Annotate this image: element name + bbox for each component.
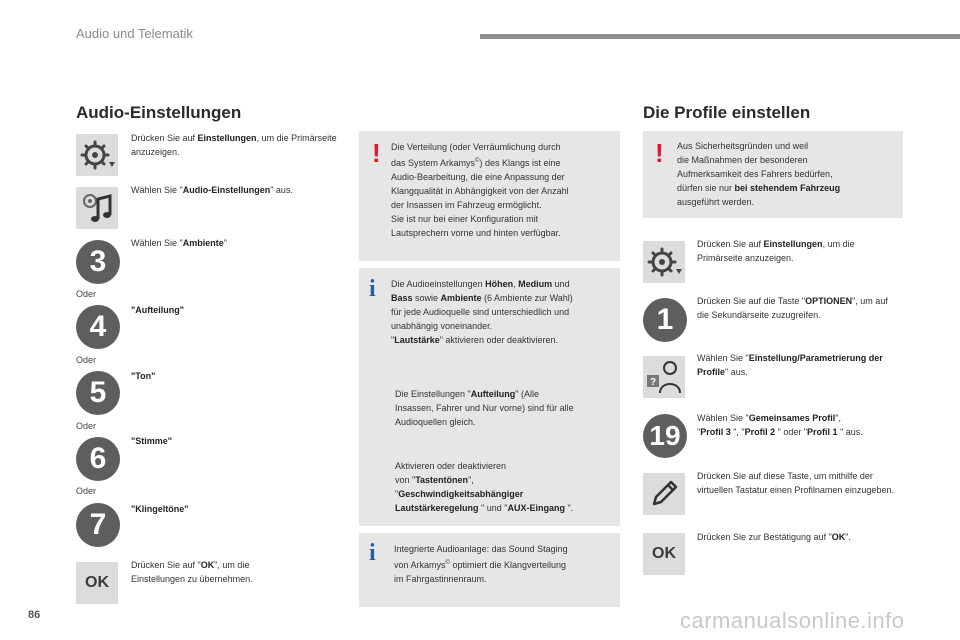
i1-a2: , bbox=[513, 279, 519, 289]
left-step3-post: " bbox=[223, 238, 227, 248]
ok-button-left[interactable] bbox=[76, 562, 118, 604]
right-step2-bold: OPTIONEN bbox=[805, 296, 853, 306]
left-step7-text bbox=[131, 502, 189, 516]
left-step1-text bbox=[131, 131, 341, 159]
right-step3-text bbox=[697, 351, 907, 379]
right-step1-text bbox=[697, 237, 897, 265]
left-step3-text bbox=[131, 236, 227, 250]
info-icon-2: i bbox=[369, 540, 376, 566]
right-step4-line2 bbox=[697, 425, 907, 439]
step-number-7: 7 bbox=[76, 503, 120, 547]
middle-warning-l2a: das System Arkamys bbox=[391, 158, 476, 168]
oder-label-1: Oder bbox=[76, 289, 97, 299]
i1-a7: " aktivieren oder deaktivieren. bbox=[439, 335, 558, 345]
middle-info1c-line3 bbox=[395, 487, 617, 501]
step-number-3: 3 bbox=[76, 240, 120, 284]
i1c-b1: Tastentönen bbox=[415, 475, 469, 485]
middle-info1-line1 bbox=[391, 277, 617, 291]
left-step5-bold: "Ton" bbox=[131, 371, 156, 381]
i2-l2a: von Arkamys bbox=[394, 560, 446, 570]
right-step2-post: ", um auf die Sekundärseite zuzugreifen. bbox=[697, 296, 888, 320]
right-step2-text bbox=[697, 294, 902, 322]
left-step1-pre: Drücken Sie auf bbox=[131, 133, 198, 143]
i1-a6: " bbox=[391, 335, 395, 345]
settings-button-right[interactable] bbox=[643, 241, 685, 283]
header-bar bbox=[480, 34, 960, 39]
right-warning-line5: ausgeführt werden. bbox=[677, 197, 755, 207]
middle-info1c-line1: Aktivieren oder deaktivieren bbox=[395, 461, 507, 471]
step-number-4: 4 bbox=[76, 305, 120, 349]
right-warning-line2: die Maßnahmen der besonderen bbox=[677, 155, 808, 165]
step-number-5: 5 bbox=[76, 371, 120, 415]
middle-info1c-line4 bbox=[395, 501, 617, 515]
right-step3-pre: Wählen Sie " bbox=[697, 353, 749, 363]
i2-l2b: optimiert die Klangverteilung bbox=[449, 560, 567, 570]
middle-info2-line1: Integrierte Audioanlage: das Sound Staging bbox=[394, 544, 568, 554]
oder-label-4: Oder bbox=[76, 486, 97, 496]
rw-b1: bei stehendem Fahrzeug bbox=[734, 183, 841, 193]
left-step2-bold: Audio-Einstellungen bbox=[182, 185, 271, 195]
left-step6-bold: "Stimme" bbox=[131, 436, 173, 446]
settings-gear-icon-right bbox=[645, 243, 683, 281]
r4-a1: Wählen Sie " bbox=[697, 413, 749, 423]
left-step2-pre: Wählen Sie " bbox=[131, 185, 183, 195]
settings-button[interactable] bbox=[76, 134, 118, 176]
middle-warning-line4: Klangqualität in Abhängigkeit von der Anzahl bbox=[391, 186, 569, 196]
chapter-title: Audio und Telematik bbox=[76, 26, 193, 41]
left-step-ok-text bbox=[131, 558, 291, 586]
ok-button-right-label: OK bbox=[652, 545, 676, 562]
left-step5-text bbox=[131, 369, 155, 383]
i1b-b1: Aufteilung bbox=[470, 389, 516, 399]
right-step2-pre: Drücken Sie auf die Taste " bbox=[697, 296, 806, 306]
left-step7-bold: "Klingeltöne" bbox=[131, 504, 189, 514]
right-warning-line1: Aus Sicherheitsgründen und weil bbox=[677, 141, 809, 151]
r4-b3: Profil 2 bbox=[744, 427, 776, 437]
i1-b3: Bass bbox=[391, 293, 413, 303]
right-step3-bold: Einstellung/Parametrierung der Profile bbox=[697, 353, 883, 377]
right-step6-bold: OK bbox=[831, 532, 846, 542]
middle-info1-line4: unabhängig voneinander. bbox=[391, 321, 493, 331]
right-step6-pre: Drücken Sie zur Bestätigung auf " bbox=[697, 532, 832, 542]
left-step4-text bbox=[131, 303, 184, 317]
right-warning-line4 bbox=[677, 181, 899, 195]
i1-a3: und bbox=[552, 279, 570, 289]
middle-warning-line1: Die Verteilung (oder Verräumlichung durch bbox=[391, 142, 561, 152]
middle-info1b-text bbox=[395, 387, 617, 429]
left-step3-pre: Wählen Sie " bbox=[131, 238, 183, 248]
middle-info1c-line2 bbox=[395, 473, 617, 487]
right-warning-text bbox=[677, 139, 899, 209]
middle-info1-line2 bbox=[391, 291, 617, 305]
right-step4-line1 bbox=[697, 411, 907, 425]
middle-info1-line3: für jede Audioquelle sind unterschiedlich und bbox=[391, 307, 570, 317]
i1-b1: Höhen bbox=[485, 279, 514, 289]
i1c-b3: Lautstärkeregelung bbox=[395, 503, 479, 513]
page-number: 86 bbox=[28, 609, 41, 621]
middle-warning-text bbox=[391, 140, 617, 240]
i1b-a2: " (Alle bbox=[515, 389, 539, 399]
right-step3-post: " aus. bbox=[725, 367, 748, 377]
music-note-settings-icon bbox=[78, 189, 116, 227]
middle-info2-line3: im Fahrgastinnenraum. bbox=[394, 574, 487, 584]
middle-info1b-line1 bbox=[395, 387, 617, 401]
audio-settings-button[interactable] bbox=[76, 187, 118, 229]
right-warning-line3: Aufmerksamkeit des Fahrers bedürfen, bbox=[677, 169, 833, 179]
middle-warning-line5: der Insassen im Fahrzeug ermöglicht. bbox=[391, 200, 542, 210]
i1c-a2: ", bbox=[468, 475, 474, 485]
middle-info2-line2 bbox=[394, 556, 618, 572]
right-step6-text bbox=[697, 530, 907, 544]
right-step5-text: Drücken Sie auf diese Taste, um mithilfe der virtuellen Tastatur einen Profilnamen einzugeben. bbox=[697, 471, 894, 495]
middle-info1-text bbox=[391, 277, 617, 347]
step-number-1: 1 bbox=[643, 298, 687, 342]
middle-info2-text bbox=[394, 542, 618, 586]
i1c-a4: " und " bbox=[478, 503, 508, 513]
i1c-b4: AUX-Eingang bbox=[507, 503, 565, 513]
edit-name-button[interactable] bbox=[643, 473, 685, 515]
pencil-icon bbox=[646, 476, 682, 512]
svg-text:?: ? bbox=[649, 377, 657, 388]
r4-a3: " bbox=[697, 427, 701, 437]
left-step2-post: " aus. bbox=[270, 185, 293, 195]
middle-warning-line6: Sie ist nur bei einer Konfiguration mit bbox=[391, 214, 539, 224]
i2-copyright: © bbox=[445, 560, 450, 566]
middle-info1c-text bbox=[395, 459, 617, 515]
warning-exclamation-icon-right: ! bbox=[655, 138, 664, 168]
middle-info1b-line3: Audioquellen gleich. bbox=[395, 417, 476, 427]
middle-info1b-line2: Insassen, Fahrer und Nur vorne) sind für alle bbox=[395, 403, 574, 413]
i1c-a3: " bbox=[395, 489, 399, 499]
r4-a2: ", bbox=[835, 413, 841, 423]
i1-a4: sowie bbox=[412, 293, 441, 303]
i1-b5: Lautstärke bbox=[394, 335, 440, 345]
oder-label-2: Oder bbox=[76, 355, 97, 365]
ok-button-right[interactable] bbox=[643, 533, 685, 575]
middle-warning-line3: Audio-Bearbeitung, die eine Anpassung der bbox=[391, 172, 565, 182]
left-step1-post: , um die Primärseite anzuzeigen. bbox=[131, 133, 337, 157]
oder-label-3: Oder bbox=[76, 421, 97, 431]
settings-gear-icon bbox=[78, 136, 116, 174]
middle-warning-line2 bbox=[391, 154, 617, 170]
middle-info1-line5 bbox=[391, 333, 617, 347]
left-step4-bold: "Aufteilung" bbox=[131, 305, 185, 315]
middle-warning-line7: Lautsprechern vorne und hinten verfügbar. bbox=[391, 228, 561, 238]
warning-exclamation-icon: ! bbox=[372, 138, 381, 168]
right-step1-bold: Einstellungen bbox=[763, 239, 823, 249]
i1-a1: Die Audioeinstellungen bbox=[391, 279, 486, 289]
r4-b4: Profil 1 bbox=[807, 427, 838, 437]
profile-person-icon bbox=[644, 357, 684, 397]
left-ok-bold: OK bbox=[200, 560, 215, 570]
step-number-19: 19 bbox=[643, 414, 687, 458]
watermark: carmanualsonline.info bbox=[680, 608, 905, 633]
info-icon-1: i bbox=[369, 276, 376, 302]
r4-b1: Gemeinsames Profil bbox=[748, 413, 836, 423]
i1-a5: (6 Ambiente zur Wahl) bbox=[481, 293, 573, 303]
right-step4-text bbox=[697, 411, 907, 439]
r4-a5: " oder " bbox=[775, 427, 808, 437]
section-title-audio: Audio-Einstellungen bbox=[76, 103, 242, 122]
left-step2-text bbox=[131, 183, 351, 197]
right-step1-post: , um die Primärseite anzuzeigen. bbox=[697, 239, 855, 263]
section-title-profiles: Die Profile einstellen bbox=[643, 103, 811, 122]
r4-b2: Profil 3 bbox=[700, 427, 731, 437]
profile-settings-button[interactable] bbox=[643, 356, 685, 398]
i1c-a5: ". bbox=[564, 503, 574, 513]
left-step6-text bbox=[131, 434, 172, 448]
i1-b2: Medium bbox=[518, 279, 553, 289]
ok-button-left-label: OK bbox=[85, 574, 109, 591]
r4-a6: " aus. bbox=[837, 427, 863, 437]
middle-warning-copyright: © bbox=[475, 158, 480, 164]
left-step3-bold: Ambiente bbox=[182, 238, 224, 248]
i1c-b2: Geschwindigkeitsabhängiger bbox=[398, 489, 524, 499]
right-step6-post: ". bbox=[845, 532, 851, 542]
i1b-a1: Die Einstellungen " bbox=[395, 389, 471, 399]
rw-a1: dürfen sie nur bbox=[677, 183, 735, 193]
left-ok-pre: Drücken Sie auf " bbox=[131, 560, 201, 570]
r4-a4: ", " bbox=[730, 427, 745, 437]
middle-warning-l2b: ) des Klangs ist eine bbox=[479, 158, 561, 168]
right-step1-pre: Drücken Sie auf bbox=[697, 239, 764, 249]
step-number-6: 6 bbox=[76, 437, 120, 481]
left-step1-bold: Einstellungen bbox=[197, 133, 257, 143]
i1c-a1: von " bbox=[395, 475, 416, 485]
left-ok-post: ", um die Einstellungen zu übernehmen. bbox=[131, 560, 253, 584]
i1-b4: Ambiente bbox=[440, 293, 482, 303]
